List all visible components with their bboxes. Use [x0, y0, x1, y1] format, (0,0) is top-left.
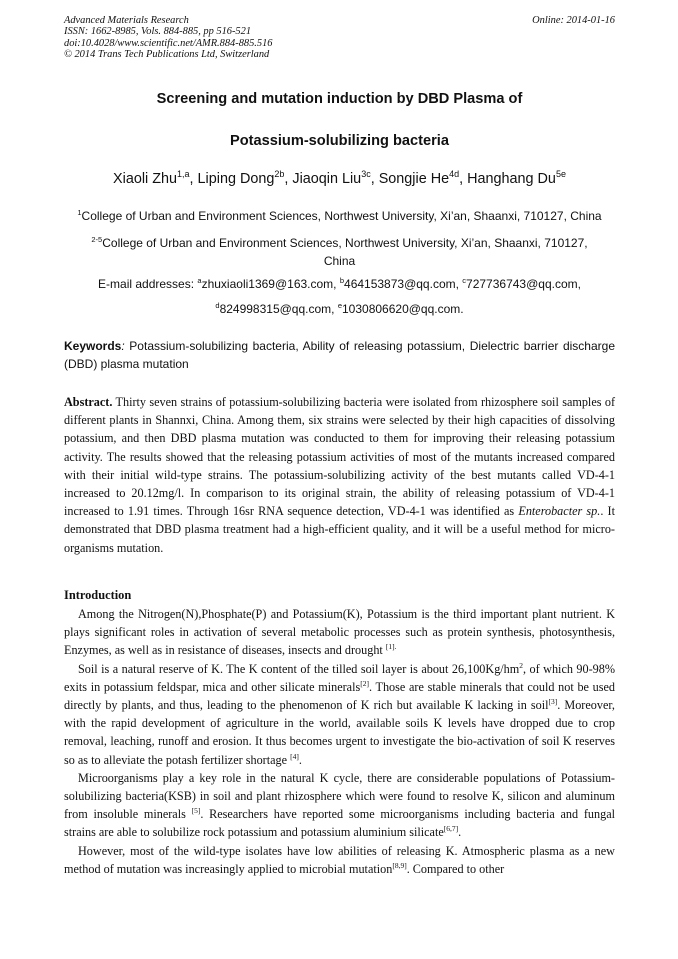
journal-issn: ISSN: 1662-8985, Vols. 884-885, pp 516-521: [64, 26, 252, 38]
author-list: Xiaoli Zhu$^{1,a}$, Liping Dong$^{2b}$, Jiaoqin Liu$^{3c}$, Songjie $He^{4d}$, Hanghang $Du^{5e}$: [113, 169, 566, 187]
author-affiliation-mark: 2b: [274, 169, 285, 180]
paragraph: Among the Nitrogen(N),Phosphate(P) and Potassium(K), Potassium is the third important plant nutrient. K plays significant roles in activation of several metabolic processes such as protein synthesis, photosynthesis, Enzymes, as well as in resistance of diseases, insects and drought $^{[1].}$: [64, 607, 615, 658]
author-name: Songjie He: [378, 171, 450, 187]
citation: [3]: [548, 696, 558, 706]
citation: [2]: [360, 678, 369, 688]
journal-copyright: © 2014 Trans Tech Publications Ltd, Switzerland: [64, 49, 270, 61]
species-name: Enterobacter sp.: [518, 504, 601, 519]
paragraph: Microorganisms play a key role in the natural K cycle, there are considerable populations of Potassium-solubilizing bacteria(KSB) in soil and plant rhizosphere which were found to resolve K, silicon and aluminum from insoluble minerals [5]. Researchers have reported some microorganisms including bacteria and fungal strains are able to solubilize rock potassium and potassium aluminium silicate[6,7].: [64, 770, 615, 840]
email-link[interactable]: 464153873@qq.com,: [344, 277, 463, 291]
author-name: Liping Dong: [197, 171, 275, 187]
email-link[interactable]: 1030806620@qq.com.: [342, 302, 464, 316]
email-link[interactable]: zhuxiaoli1369@163.com,: [201, 277, 340, 291]
keywords-text: Potassium-solubilizing bacteria, Ability of releasing potassium, Dielectric barrier discharge (DBD) plasma mutation: [64, 339, 615, 371]
keywords-label: Keywords: [64, 339, 122, 353]
author-affiliation-mark: 5e: [555, 169, 566, 180]
email-link[interactable]: 727736743@qq.com,: [466, 277, 581, 291]
affiliation-1: $^1$College of Urban and Environment Sciences, Northwest University, Xi’an, Shaanxi, 710127, China: [77, 208, 602, 223]
journal-name: Advanced Materials Research: [64, 15, 189, 26]
abstract-label: Abstract.: [64, 395, 113, 409]
author-affiliation-mark: 4d: [449, 169, 460, 180]
journal-doi: doi:10.4028/www.scientific.net/AMR.884-885.516: [64, 37, 273, 49]
author-affiliation-mark: 3c: [361, 169, 371, 180]
online-date: Online: 2014-01-16: [532, 15, 615, 26]
affiliation-2: $^{2-5}$College of Urban and Environment Sciences, Northwest University, Xi’an, Shaanxi, 710127, China: [91, 235, 588, 268]
author-affiliation-mark: 1,a: [177, 169, 190, 180]
abstract: Abstract. Thirty seven strains of potassium-solubilizing bacteria were isolated from rhizosphere soil samples of different plants in Shannxi, China. Among them, six strains were selected by their high capacities of dissolving potassium, and then DBD plasma mutation was conducted to them for improving their releasing potassium activity. The results showed that the releasing potassium activities of most of the mutants increased compared with their initial wild-type strains. The potassium-solubilizing activity of the best mutants called VD-4-1 increased to 20.12mg/l. In comparison to its original strain, the ability of releasing potassium of VD-4-1 increased to 1.91 times. Through 16sr RNA sequence detection, VD-4-1 was identified as Enterobacter sp.. It demonstrated that DBD plasma treatment had a high-efficient quality, and it will be a useful method for micro-organisms mutation.: [64, 395, 615, 555]
author-name: Jiaoqin Liu: [292, 171, 362, 187]
author-name: Hanghang Du: [467, 171, 556, 187]
citation: [4]: [290, 751, 299, 761]
introduction-body: [64, 605, 615, 878]
email-link[interactable]: 824998315@qq.com,: [219, 302, 338, 316]
author-name: Xiaoli Zhu: [113, 171, 178, 187]
email-addresses-line1: E-mail addresses: $^a$zhuxiaoli1369@163.com, $^b$464153873@qq.com, $^c$727736743@qq.com,: [98, 276, 581, 291]
paper-title-line2: Potassium-solubilizing bacteria: [230, 133, 449, 149]
paragraph: However, most of the wild-type isolates have low abilities of releasing K. Atmospheric plasma as a new method of mutation was increasingly applied to microbial mutation[8,9]. Compared to other: [64, 843, 615, 876]
email-addresses-line2: $^d$824998315@qq.com, $^e$1030806620@qq.com.: [215, 301, 464, 316]
keywords: Keywords: Potassium-solubilizing bacteria, Ability of releasing potassium, Dielectric barrier discharge (DBD) plasma mutation: [64, 339, 615, 371]
citation: [8,9]: [392, 860, 407, 870]
citation: [5]: [191, 806, 201, 816]
section-heading-introduction: Introduction: [64, 588, 132, 602]
journal-header: [64, 15, 272, 61]
paragraph: Soil is a natural reserve of K. The K content of the tilled soil layer is about 26,100Kg/hm$^2$, of which 90-98% exits in potassium feldspar, mica and other silicate minerals[2]. Those are stable minerals that could not be used directly by plants, and thus, leading to the phenomenon of K rich but available K lacking in soil[3]. Moreover, with the rapid development of agriculture in the world, available soils K levels have dropped due to crop removal, leaching, runoff and erosion. It thus becomes urgent to investigate the bio-activation of soil K reserves so as to alleviate the potash fertilizer shortage [4].: [64, 660, 616, 767]
paper-title-line1: Screening and mutation induction by DBD Plasma of: [156, 91, 523, 107]
citation: [6,7]: [443, 824, 459, 834]
citation: [1].: [385, 642, 397, 652]
